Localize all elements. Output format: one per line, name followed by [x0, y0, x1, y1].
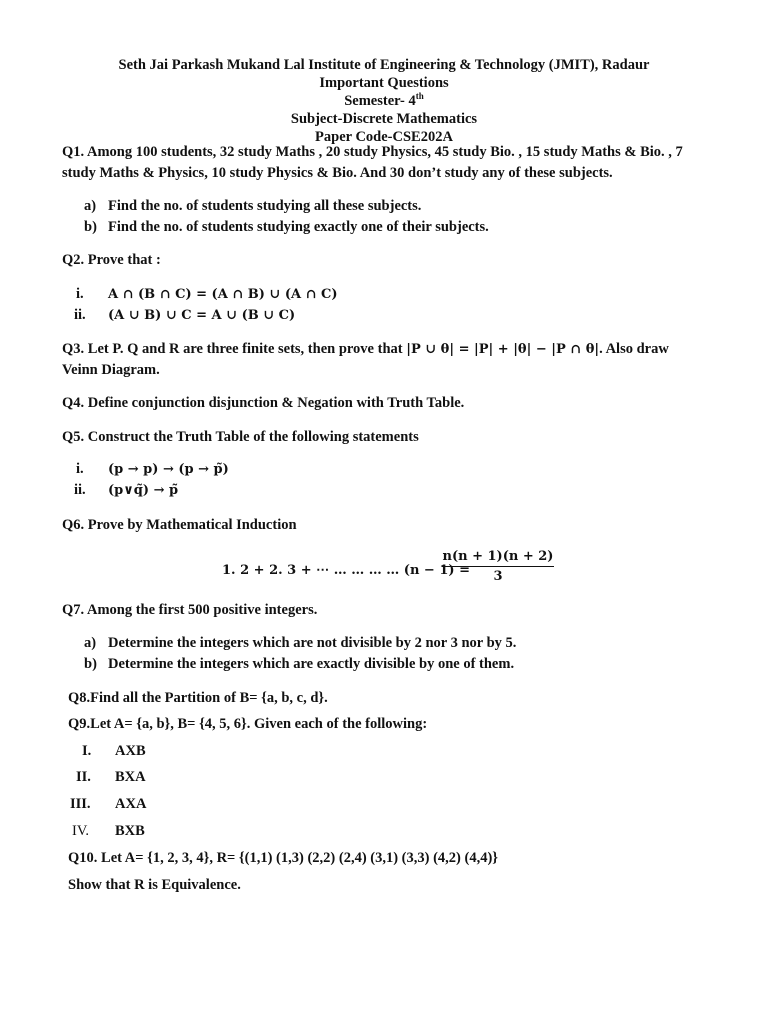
q10-line-2: Show that R is Equivalence. — [68, 877, 241, 893]
q7-a-text: Determine the integers which are not divisible by 2 nor 3 nor by 5. — [108, 635, 517, 651]
q5-title: Q5. Construct the Truth Table of the following statements — [62, 429, 419, 445]
q6-fraction — [442, 549, 554, 584]
q6-title: Q6. Prove by Mathematical Induction — [62, 517, 297, 533]
q5-i-expression: (𝐩 → 𝐩) → (𝐩 → 𝐩̃) — [108, 462, 229, 477]
q9-item-3-text: AXA — [115, 796, 147, 812]
q1-a-text: Find the no. of students studying all these subjects. — [108, 198, 422, 214]
q1-b-text: Find the no. of students studying exactly one of their subjects. — [108, 219, 489, 235]
q2-i-expression: 𝐀 ∩ (𝐁 ∩ 𝐂) = (𝐀 ∩ 𝐁) ∪ (𝐀 ∩ 𝐂) — [108, 287, 338, 302]
paper-code-line: Paper Code-CSE202A — [315, 129, 453, 145]
q6-numerator: 𝐧(𝐧 + 𝟏)(𝐧 + 𝟐) — [442, 549, 554, 567]
q10-line-1: Q10. Let A= {1, 2, 3, 4}, R= {(1,1) (1,3) (2,2) (2,4) (3,1) (3,3) (4,2) (4,4)} — [68, 850, 498, 866]
q9-item-4-label: IV. — [72, 823, 90, 839]
q2-ii-label: ii. — [74, 307, 86, 323]
q3-line-2: Veinn Diagram. — [62, 362, 160, 378]
semester-line: Semester- 4th — [344, 91, 424, 109]
q9-item-3-label: III. — [70, 796, 91, 812]
q5-i-label: i. — [76, 461, 84, 477]
q6-lhs: 𝟏. 𝟐 + 𝟐. 𝟑 + ⋯ … … … … (𝐧 − 𝟏) = — [222, 563, 470, 578]
q4-text: Q4. Define conjunction disjunction & Negation with Truth Table. — [62, 395, 465, 411]
q3-formula: |𝐏 ∪ 𝛉| = |𝐏| + |𝛉| − |𝐏 ∩ 𝛉| — [406, 342, 600, 357]
q1-line-2: study Maths & Physics, 10 study Physics & Bio. And 30 don’t study any of these subjects. — [62, 165, 613, 181]
q9-item-2-text: BXA — [115, 769, 146, 785]
q9-title: Q9.Let A= {a, b}, B= {4, 5, 6}. Given each of the following: — [68, 716, 428, 732]
q7-b-label: b) — [84, 656, 97, 672]
q7-title: Q7. Among the first 500 positive integers. — [62, 602, 318, 618]
institute-name: Seth Jai Parkash Mukand Lal Institute of Engineering & Technology (JMIT), Radaur — [118, 57, 650, 73]
q3-line-1: Q3. Let P. Q and R are three finite sets, then prove that |𝐏 ∪ 𝛉| = |𝐏| + |𝛉| − |𝐏 ∩ 𝛉|. Also draw — [62, 341, 669, 357]
q1-b-label: b) — [84, 219, 97, 235]
q9-item-4-text: BXB — [115, 823, 145, 839]
subject-line: Subject-Discrete Mathematics — [290, 111, 478, 127]
q9-item-1-text: AXB — [115, 743, 146, 759]
q1-line-1: Q1. Among 100 students, 32 study Maths , 20 study Physics, 45 study Bio. , 15 study Maths & Bio. , 7 — [62, 144, 683, 160]
document-title: Important Questions — [319, 75, 449, 91]
q7-a-label: a) — [84, 635, 97, 651]
q5-ii-expression: (𝐩∨𝐪̃) → 𝐩̃ — [108, 483, 179, 498]
q6-denominator: 𝟑 — [493, 569, 503, 584]
q2-ii-expression: (𝐀 ∪ 𝐁) ∪ 𝐂 = 𝐀 ∪ (𝐁 ∪ 𝐂) — [108, 308, 296, 323]
q9-item-2-label: II. — [76, 769, 91, 785]
q2-title: Q2. Prove that : — [62, 252, 161, 268]
q5-ii-label: ii. — [74, 482, 86, 498]
q9-item-1-label: I. — [82, 743, 92, 759]
q2-i-label: i. — [76, 286, 84, 302]
q8-text: Q8.Find all the Partition of B= {a, b, c, d}. — [68, 690, 328, 706]
document-header — [0, 56, 768, 146]
q7-b-text: Determine the integers which are exactly divisible by one of them. — [108, 656, 515, 672]
q1-a-label: a) — [84, 198, 97, 214]
